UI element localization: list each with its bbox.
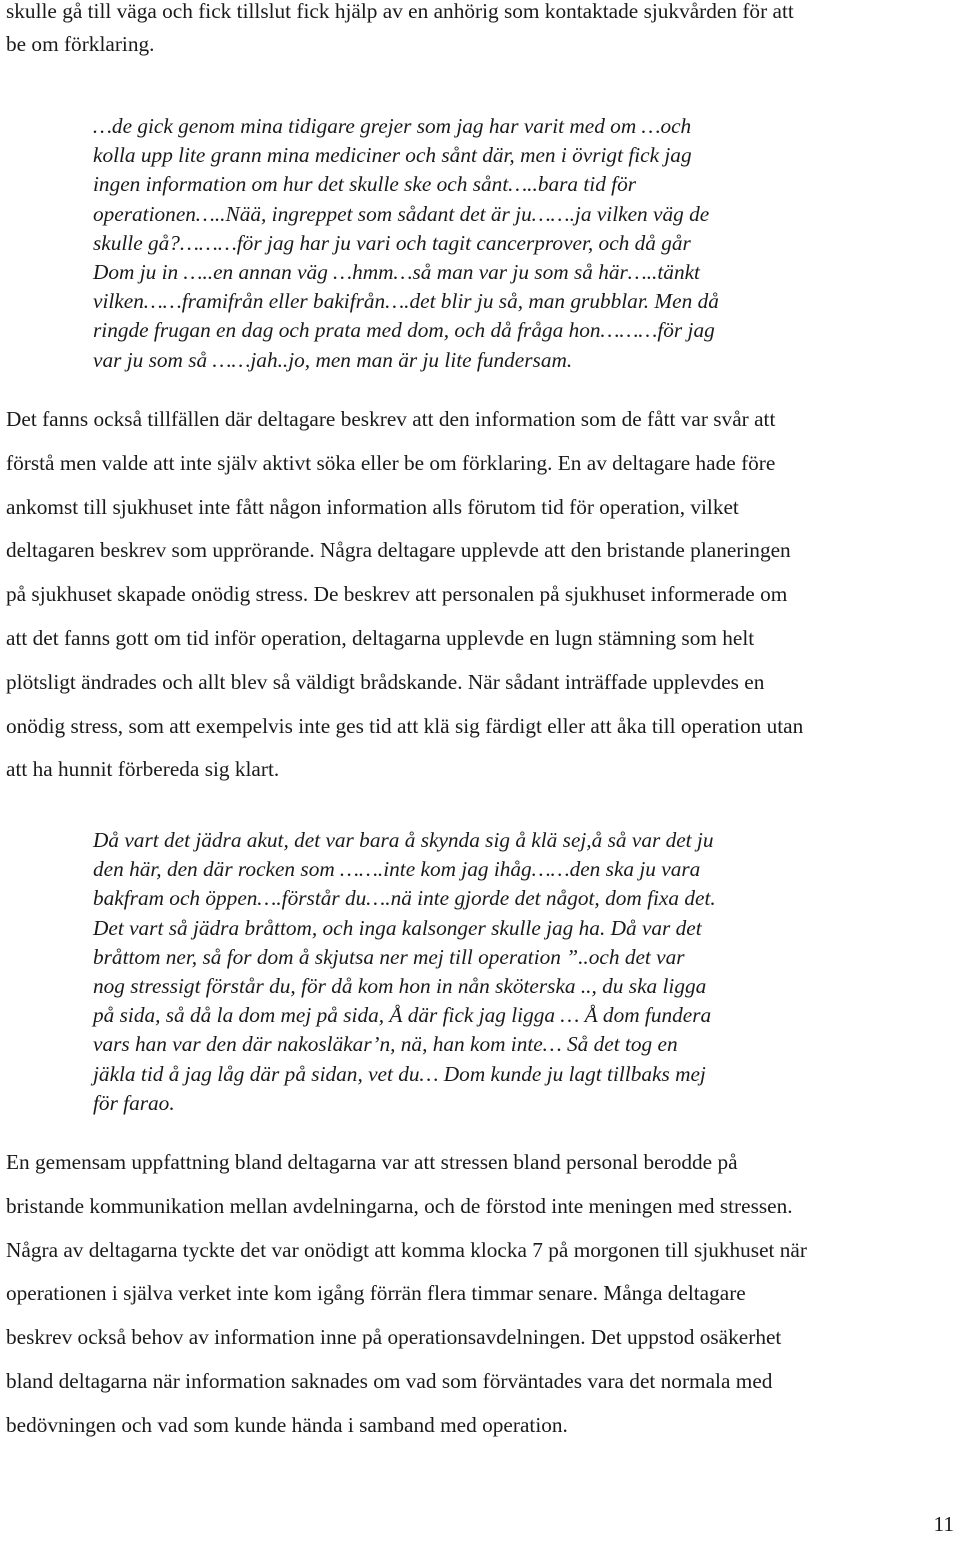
text-line: att det fanns gott om tid inför operation, deltagarna upplevde en lugn stämning som helt xyxy=(6,625,755,650)
text-line: förstå men valde att inte själv aktivt söka eller be om förklaring. En av deltagare hade före xyxy=(6,450,776,475)
text-line: operationen i själva verket inte kom igång förrän flera timmar senare. Många deltagare xyxy=(6,1281,746,1306)
text-line: be om förklaring. xyxy=(6,32,155,56)
quote-line: ringde frugan en dag och prata med dom, och då fråga hon………för jag xyxy=(93,318,715,343)
page-number: 11 xyxy=(933,1512,954,1536)
interview-quote-2 xyxy=(93,826,873,1118)
quote-line: vilken……framifrån eller bakifrån….det blir ju så, man grubblar. Men då xyxy=(93,289,719,314)
text-line: onödig stress, som att exempelvis inte ges tid att klä sig färdigt eller att åka till operation utan xyxy=(6,713,804,738)
quote-line: bakfram och öppen….förstår du….nä inte gjorde det något, dom fixa det. xyxy=(93,886,716,911)
intro-paragraph xyxy=(6,0,956,61)
quote-line: den här, den där rocken som …….inte kom jag ihåg……den ska ju vara xyxy=(93,857,701,882)
quote-line: vars han var den där nakosläkar’n, nä, han kom inte… Så det tog en xyxy=(93,1032,678,1057)
text-line: beskrev också behov av information inne på operationsavdelningen. Det uppstod osäkerhet xyxy=(6,1325,782,1350)
body-paragraph-1 xyxy=(6,398,956,792)
quote-line: var ju som så ……jah..jo, men man är ju lite fundersam. xyxy=(93,347,573,372)
interview-quote-1 xyxy=(93,112,873,375)
quote-line: jäkla tid å jag låg där på sidan, vet du… Dom kunde ju lagt tillbaks mej xyxy=(93,1061,706,1086)
quote-line: för farao. xyxy=(93,1090,175,1115)
text-line: plötsligt ändrades och allt blev så väldigt brådskande. När sådant inträffade upplevdes en xyxy=(6,669,765,694)
quote-line: Då vart det jädra akut, det var bara å skynda sig å klä sej,å så var det ju xyxy=(93,828,714,852)
text-line: ankomst till sjukhuset inte fått någon information alls förutom tid för operation, vilket xyxy=(6,494,739,519)
quote-line: ingen information om hur det skulle ske och sånt…..bara tid för xyxy=(93,172,637,197)
text-line: att ha hunnit förbereda sig klart. xyxy=(6,757,280,782)
text-line: bristande kommunikation mellan avdelningarna, och de förstod inte meningen med stressen. xyxy=(6,1193,793,1218)
quote-line: på sida, så då la dom mej på sida, Å där fick jag ligga … Å dom fundera xyxy=(93,1003,712,1028)
body-paragraph-2 xyxy=(6,1141,956,1448)
text-line: bedövningen och vad som kunde hända i samband med operation. xyxy=(6,1412,568,1437)
quote-line: bråttom ner, så for dom å skjutsa ner mej till operation ”..och det var xyxy=(93,944,685,969)
text-line: deltagaren beskrev som upprörande. Några deltagare upplevde att den bristande planeringen xyxy=(6,538,791,563)
quote-line: Det vart så jädra bråttom, och inga kalsonger skulle jag ha. Då var det xyxy=(93,915,702,940)
quote-line: skulle gå?………för jag har ju vari och tagit cancerprover, och då går xyxy=(93,230,691,255)
text-line: skulle gå till väga och fick tillslut fick hjälp av en anhörig som kontaktade sjukvården för att xyxy=(6,0,794,23)
quote-line: Dom ju in …..en annan väg …hmm…så man var ju som så här…..tänkt xyxy=(93,260,700,285)
text-line: En gemensam uppfattning bland deltagarna var att stressen bland personal berodde på xyxy=(6,1150,738,1174)
text-line: Några av deltagarna tyckte det var onödigt att komma klocka 7 på morgonen till sjukhuset när xyxy=(6,1237,807,1262)
text-line: bland deltagarna när information saknades om vad som förväntades vara det normala med xyxy=(6,1368,773,1393)
quote-line: kolla upp lite grann mina mediciner och sånt där, men i övrigt fick jag xyxy=(93,143,692,168)
quote-line: …de gick genom mina tidigare grejer som jag har varit med om …och xyxy=(93,114,692,138)
text-line: Det fanns också tillfällen där deltagare beskrev att den information som de fått var svår att xyxy=(6,407,776,431)
text-line: på sjukhuset skapade onödig stress. De beskrev att personalen på sjukhuset informerade om xyxy=(6,582,788,607)
quote-line: operationen…..Nää, ingreppet som sådant det är ju…….ja vilken väg de xyxy=(93,201,710,226)
quote-line: nog stressigt förstår du, för då kom hon in nån sköterska .., du ska ligga xyxy=(93,974,707,999)
